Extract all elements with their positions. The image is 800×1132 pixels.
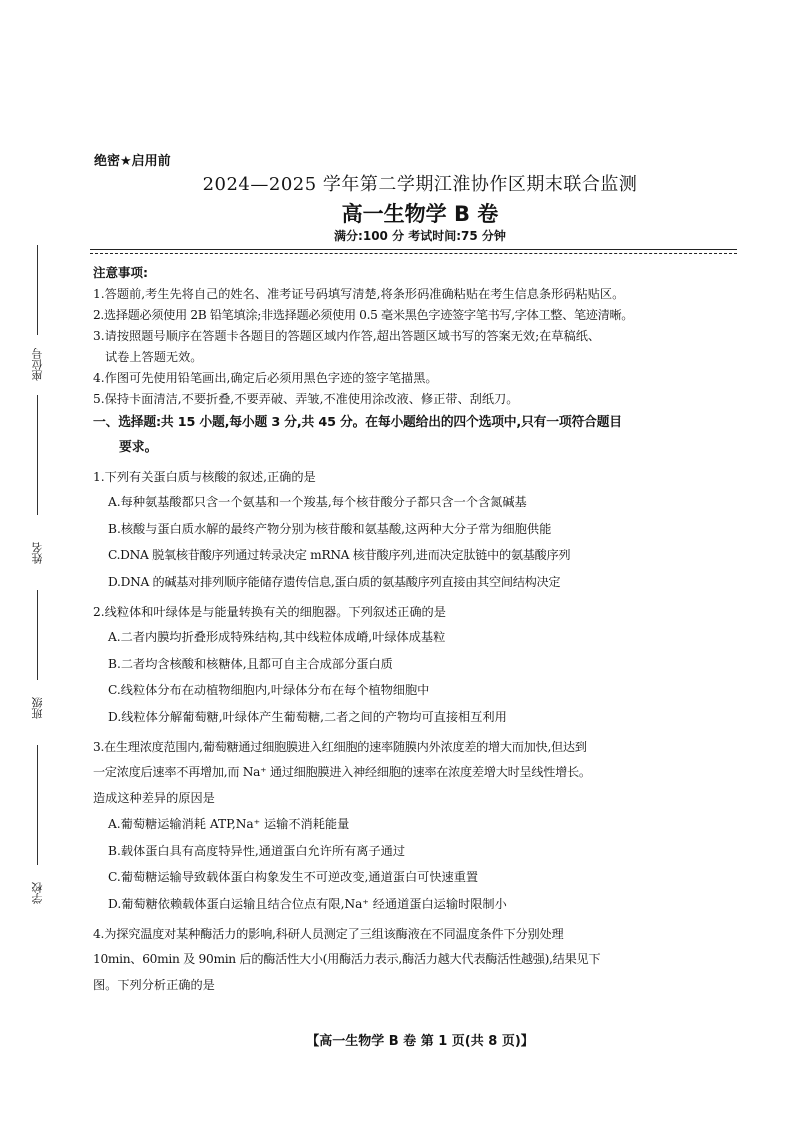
question-option: D.线粒体分解葡萄糖,叶绿体产生葡萄糖,二者之间的产物均可直接相互利用 [108, 709, 507, 724]
exam-title: 2024—2025 学年第二学期江淮协作区期末联合监测 [202, 174, 638, 195]
question-option: B.二者均含核酸和核糖体,且都可自主合成部分蛋白质 [108, 656, 393, 671]
notes-heading: 注意事项: [93, 265, 148, 280]
question-option: B.载体蛋白具有高度特异性,通道蛋白允许所有离子通过 [108, 843, 406, 858]
question-option: A.每种氨基酸都只含一个氨基和一个羧基,每个核苷酸分子都只含一个含氮碱基 [108, 495, 527, 509]
school-label: 学校 [31, 882, 44, 904]
question-stem-continued: 造成这种差异的原因是 [93, 791, 215, 805]
score-time-line: 满分:100 分 考试时间:75 分钟 [334, 229, 506, 243]
class-label: 班级 [31, 697, 44, 719]
note-item: 1.答题前,考生先将自己的姓名、准考证号码填写清楚,将条形码准确粘贴在考生信息条形码粘贴区。 [93, 287, 625, 301]
note-item: 2.选择题必须使用 2B 铅笔填涂;非选择题必须使用 0.5 毫米黑色字迹签字笔书写,字体工整、笔迹清晰。 [93, 308, 634, 322]
question-stem: 2.线粒体和叶绿体是与能量转换有关的细胞器。下列叙述正确的是 [93, 605, 446, 619]
subject-title: 高一生物学 B 卷 [341, 202, 499, 226]
question-option: A.二者内膜均折叠形成特殊结构,其中线粒体成嵴,叶绿体成基粒 [108, 630, 446, 644]
question-option: C.线粒体分布在动植物细胞内,叶绿体分布在每个植物细胞中 [108, 683, 430, 697]
question-option: C.葡萄糖运输导致载体蛋白构象发生不可逆改变,通道蛋白可快速重置 [108, 870, 479, 884]
seat-number-label: 座位号 [31, 348, 44, 382]
note-item: 4.作图可先使用铅笔画出,确定后必须用黑色字迹的签字笔描黑。 [93, 371, 438, 385]
margin-line-top [37, 245, 38, 335]
margin-line-name [37, 590, 38, 680]
question-option: D.葡萄糖依赖载体蛋白运输且结合位点有限,Na⁺ 经通道蛋白运输时限制小 [108, 896, 507, 911]
name-label: 姓名 [31, 542, 44, 564]
header-rule-dashed [90, 253, 737, 254]
question-stem-continued: 一定浓度后速率不再增加,而 Na⁺ 通过细胞膜进入神经细胞的速率在浓度差增大时呈线性增长。 [93, 765, 591, 779]
margin-line-seat [37, 395, 38, 515]
note-item: 3.请按照题号顺序在答题卡各题目的答题区域内作答,超出答题区域书写的答案无效;在草稿纸、 [93, 329, 601, 343]
question-option: B.核酸与蛋白质水解的最终产物分别为核苷酸和氨基酸,这两种大分子常为细胞供能 [108, 521, 552, 536]
question-stem: 3.在生理浓度范围内,葡萄糖通过细胞膜进入红细胞的速率随膜内外浓度差的增大而加快,但达到 [93, 740, 587, 754]
question-option: A.葡萄糖运输消耗 ATP,Na⁺ 运输不消耗能量 [108, 817, 350, 831]
margin-line-class [37, 745, 38, 865]
question-option: D.DNA 的碱基对排列顺序能储存遗传信息,蛋白质的氨基酸序列直接由其空间结构决定 [108, 574, 561, 589]
question-stem: 4.为探究温度对某种酶活力的影响,科研人员测定了三组该酶液在不同温度条件下分别处理 [93, 927, 564, 941]
question-stem-continued: 10min、60min 及 90min 后的酶活性大小(用酶活力表示,酶活力越大代表酶活性越强),结果见下 [93, 952, 601, 966]
page-content [93, 262, 733, 998]
section-heading: 一、选择题:共 15 小题,每小题 3 分,共 45 分。在每小题给出的四个选项中,只有一项符合题目 [93, 415, 622, 430]
confidential-mark: 绝密★启用前 [94, 154, 171, 169]
page-footer: 【高一生物学 B 卷 第 1 页(共 8 页)】 [306, 1034, 534, 1049]
note-item-continued: 试卷上答题无效。 [105, 350, 203, 364]
note-item: 5.保持卡面清洁,不要折叠,不要弄破、弄皱,不准使用涂改液、修正带、刮纸刀。 [93, 392, 519, 406]
question-stem: 1.下列有关蛋白质与核酸的叙述,正确的是 [93, 470, 316, 484]
question-option: C.DNA 脱氧核苷酸序列通过转录决定 mRNA 核苷酸序列,进而决定肽链中的氨基酸序列 [108, 548, 571, 562]
section-heading-continued: 要求。 [119, 440, 158, 455]
header-rule [90, 249, 737, 250]
question-stem-continued: 图。下列分析正确的是 [93, 978, 215, 992]
